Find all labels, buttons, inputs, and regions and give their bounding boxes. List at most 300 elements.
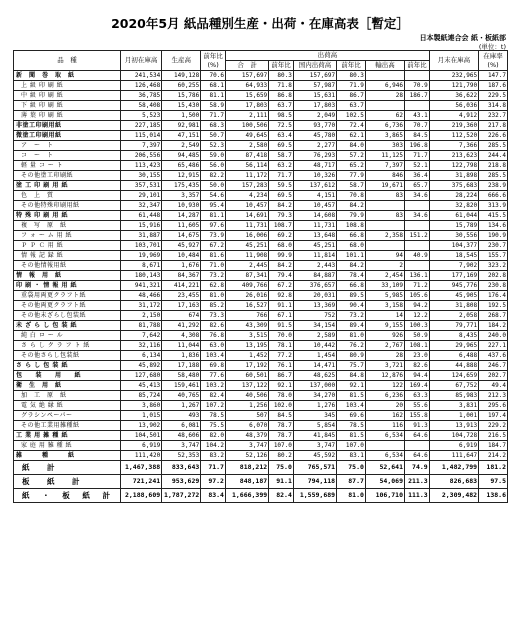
cell-value: 10,484 xyxy=(162,251,201,261)
cell-value: 14,691 xyxy=(225,211,268,221)
cell-value: 213,623 xyxy=(429,151,478,161)
cell-value: 414,221 xyxy=(162,281,201,291)
cell-value: 190.9 xyxy=(479,231,508,241)
cell-value: 240.0 xyxy=(479,331,508,341)
table-row xyxy=(14,121,508,131)
cell-value: 5,854 xyxy=(293,421,336,431)
cell-value: 238.9 xyxy=(479,181,508,191)
cell-value: 78.7 xyxy=(269,431,294,441)
cell-value: 186.7 xyxy=(405,91,430,101)
cell-value: 60,501 xyxy=(225,371,268,381)
cell-value: 72.5 xyxy=(269,121,294,131)
cell-value: 721,241 xyxy=(121,475,162,489)
cell-value: 48,625 xyxy=(293,371,336,381)
cell-value: 58,408 xyxy=(121,101,162,111)
cell-value: 122 xyxy=(365,381,404,391)
cell-value xyxy=(405,71,430,81)
cell-value: 30,556 xyxy=(429,231,478,241)
cell-value: 15,789 xyxy=(429,221,478,231)
cell-value: 2,589 xyxy=(293,331,336,341)
cell-value: 11,731 xyxy=(293,221,336,231)
cell-value: 54.6 xyxy=(201,191,226,201)
cell-value: 752 xyxy=(293,311,336,321)
cell-value: 41,292 xyxy=(162,321,201,331)
cell-value: 86.7 xyxy=(269,371,294,381)
cell-value: 29,101 xyxy=(121,191,162,201)
cell-value: 103.4 xyxy=(337,401,366,411)
table-row xyxy=(14,451,508,461)
table-row xyxy=(14,211,508,221)
cell-value: 107.0 xyxy=(269,441,294,451)
cell-value: 2,767 xyxy=(365,341,404,351)
cell-value: 1,267 xyxy=(162,401,201,411)
cell-value: 47,151 xyxy=(162,131,201,141)
cell-value: 246.7 xyxy=(479,361,508,371)
cell-value: 926 xyxy=(365,331,404,341)
cell-value: 70.6 xyxy=(201,71,226,81)
cell-value: 92.1 xyxy=(337,381,366,391)
cell-value: 184.2 xyxy=(479,321,508,331)
cell-value: 34,270 xyxy=(293,391,336,401)
cell-value xyxy=(405,261,430,271)
table-row xyxy=(14,271,508,281)
header-shipments: 出荷高 xyxy=(225,51,429,61)
cell-value: 2,049 xyxy=(293,111,336,121)
cell-value: 4,912 xyxy=(429,111,478,121)
cell-value: 102.5 xyxy=(337,111,366,121)
cell-value: 15,916 xyxy=(121,221,162,231)
cell-value: 244.4 xyxy=(479,151,508,161)
cell-value: 941,321 xyxy=(121,281,162,291)
row-label: 純 白 ロ ー ル xyxy=(14,331,121,341)
row-label: 非塗工印刷用紙 xyxy=(14,121,121,131)
cell-value: 61,448 xyxy=(121,211,162,221)
cell-value: 14,287 xyxy=(162,211,201,221)
cell-value xyxy=(365,441,404,451)
cell-value: 159,461 xyxy=(162,381,201,391)
cell-value: 196.8 xyxy=(405,141,430,151)
cell-value: 50.0 xyxy=(201,181,226,191)
cell-value: 104,728 xyxy=(429,431,478,441)
cell-value: 84,367 xyxy=(162,271,201,281)
cell-value xyxy=(365,101,404,111)
unit-note: (単位：t) xyxy=(478,43,506,51)
row-label: 中 級 印 刷 紙 xyxy=(14,91,121,101)
cell-value: 17,188 xyxy=(162,361,201,371)
row-label: さ ら し ク ラ フ ト 紙 xyxy=(14,341,121,351)
cell-value: 17,192 xyxy=(225,361,268,371)
cell-value: 124,659 xyxy=(429,371,478,381)
cell-value: 6,919 xyxy=(121,441,162,451)
row-label: 重袋用両更クラフト紙 xyxy=(14,291,121,301)
row-label: 板 紙 計 xyxy=(14,475,121,489)
cell-value: 214.2 xyxy=(479,451,508,461)
cell-value: 115,014 xyxy=(121,131,162,141)
cell-value: 137,122 xyxy=(225,381,268,391)
cell-value: 82.6 xyxy=(405,361,430,371)
table-row xyxy=(14,111,508,121)
cell-value: 6,946 xyxy=(365,81,404,91)
cell-value: 6,534 xyxy=(365,451,404,461)
cell-value: 84.5 xyxy=(269,411,294,421)
cell-value: 68.0 xyxy=(269,241,294,251)
cell-value: 80.3 xyxy=(337,71,366,81)
cell-value: 6,070 xyxy=(225,421,268,431)
cell-value: 71.7 xyxy=(405,151,430,161)
row-label: 加 工 原 紙 xyxy=(14,391,121,401)
cell-value: 75.0 xyxy=(269,461,294,475)
table-row xyxy=(14,261,508,271)
cell-value: 229.2 xyxy=(479,421,508,431)
table-row xyxy=(14,341,508,351)
cell-value: 80.2 xyxy=(269,451,294,461)
cell-value: 3,357 xyxy=(162,191,201,201)
table-row xyxy=(14,71,508,81)
cell-value: 73.9 xyxy=(201,231,226,241)
cell-value: 92.1 xyxy=(269,381,294,391)
cell-value xyxy=(365,71,404,81)
cell-value: 81.0 xyxy=(337,331,366,341)
cell-value: 48,466 xyxy=(121,291,162,301)
cell-value: 323.2 xyxy=(479,261,508,271)
cell-value: 89.5 xyxy=(337,291,366,301)
cell-value: 229.5 xyxy=(479,91,508,101)
total-row xyxy=(14,489,508,503)
cell-value: 10,326 xyxy=(293,171,336,181)
cell-value: 674 xyxy=(162,311,201,321)
cell-value: 10,442 xyxy=(293,341,336,351)
cell-value: 157,283 xyxy=(225,181,268,191)
cell-value: 74.9 xyxy=(405,461,430,475)
header-export: 輸出高 xyxy=(365,61,404,71)
cell-value: 104,501 xyxy=(121,431,162,441)
table-row xyxy=(14,161,508,171)
cell-value: 10,457 xyxy=(293,201,336,211)
cell-value: 127,680 xyxy=(121,371,162,381)
cell-value: 98.5 xyxy=(269,111,294,121)
row-label: 下 級 印 刷 紙 xyxy=(14,101,121,111)
cell-value: 80.3 xyxy=(269,71,294,81)
cell-value: 345 xyxy=(293,411,336,421)
row-label: その他特殊印刷用紙 xyxy=(14,201,121,211)
table-row xyxy=(14,101,508,111)
organization-name: 日本製紙連合会 紙・板紙部 xyxy=(419,34,506,42)
table-row xyxy=(14,441,508,451)
cell-value: 113,423 xyxy=(121,161,162,171)
table-row xyxy=(14,251,508,261)
cell-value: 81.1 xyxy=(201,91,226,101)
cell-value: 48,717 xyxy=(293,161,336,171)
cell-value: 2 xyxy=(365,261,404,271)
cell-value: 157,697 xyxy=(225,71,268,81)
cell-value: 36.4 xyxy=(405,171,430,181)
cell-value: 666.6 xyxy=(479,191,508,201)
cell-value: 78.0 xyxy=(269,391,294,401)
row-label: 複 写 原 紙 xyxy=(14,221,121,231)
cell-value: 107.2 xyxy=(201,401,226,411)
cell-value: 175,435 xyxy=(162,181,201,191)
cell-value: 241,534 xyxy=(121,71,162,81)
cell-value: 30,155 xyxy=(121,171,162,181)
cell-value: 1,256 xyxy=(225,401,268,411)
cell-value: 83.2 xyxy=(201,451,226,461)
cell-value: 121,790 xyxy=(429,81,478,91)
row-label: その他情報用紙 xyxy=(14,261,121,271)
header-stock-ratio: 在庫率 (%) xyxy=(479,51,508,71)
header-month-end-stock: 月末在庫高 xyxy=(429,51,478,71)
table-row xyxy=(14,151,508,161)
cell-value: 94.2 xyxy=(405,301,430,311)
cell-value: 81.5 xyxy=(337,431,366,441)
cell-value: 63.7 xyxy=(337,101,366,111)
cell-value: 202.8 xyxy=(479,271,508,281)
cell-value: 2,445 xyxy=(225,261,268,271)
cell-value: 76.1 xyxy=(269,361,294,371)
cell-value: 67.2 xyxy=(269,281,294,291)
cell-value: 1,452 xyxy=(225,351,268,361)
cell-value: 6,534 xyxy=(365,431,404,441)
cell-value: 2,111 xyxy=(225,111,268,121)
cell-value: 11,125 xyxy=(365,151,404,161)
cell-value: 71.0 xyxy=(201,261,226,271)
row-label: 微塗工印刷用紙 xyxy=(14,131,121,141)
cell-value: 45,780 xyxy=(293,131,336,141)
cell-value: 184.7 xyxy=(479,441,508,451)
cell-value: 100.3 xyxy=(405,321,430,331)
cell-value: 8,671 xyxy=(121,261,162,271)
cell-value: 63.7 xyxy=(269,101,294,111)
cell-value: 86.8 xyxy=(269,91,294,101)
cell-value: 50.7 xyxy=(201,131,226,141)
cell-value: 83 xyxy=(365,211,404,221)
cell-value: 102.0 xyxy=(269,401,294,411)
cell-value: 95.4 xyxy=(201,201,226,211)
cell-value: 92,981 xyxy=(162,121,201,131)
cell-value: 31,898 xyxy=(429,171,478,181)
cell-value: 73.2 xyxy=(337,311,366,321)
cell-value: 111,647 xyxy=(429,451,478,461)
cell-value: 219,360 xyxy=(429,121,478,131)
cell-value: 28,224 xyxy=(429,191,478,201)
cell-value: 5,985 xyxy=(365,291,404,301)
cell-value: 1,787,272 xyxy=(162,489,201,503)
cell-value: 2,309,482 xyxy=(429,489,478,503)
cell-value: 26,016 xyxy=(225,291,268,301)
cell-value: 75.0 xyxy=(337,461,366,475)
cell-value: 77.2 xyxy=(269,351,294,361)
cell-value: 84.2 xyxy=(269,201,294,211)
cell-value: 104.2 xyxy=(201,441,226,451)
table-row xyxy=(14,191,508,201)
cell-value: 91.5 xyxy=(269,321,294,331)
header-month-start-stock: 月初在庫高 xyxy=(121,51,162,71)
table-row xyxy=(14,201,508,211)
row-label: 色 上 質 xyxy=(14,191,121,201)
total-row xyxy=(14,461,508,475)
cell-value: 1,666,399 xyxy=(225,489,268,503)
cell-value: 3,860 xyxy=(121,401,162,411)
row-label: 軽 量 コ ー ト xyxy=(14,161,121,171)
cell-value: 136.1 xyxy=(405,271,430,281)
row-label: さ ら し 包 装 紙 xyxy=(14,361,121,371)
cell-value: 58.9 xyxy=(201,101,226,111)
cell-value: 79.9 xyxy=(337,211,366,221)
cell-value: 103.2 xyxy=(201,381,226,391)
cell-value: 1,500 xyxy=(162,111,201,121)
cell-value: 40.9 xyxy=(405,251,430,261)
cell-value: 86.7 xyxy=(337,91,366,101)
cell-value: 13,369 xyxy=(293,301,336,311)
row-label: 新 聞 巻 取 紙 xyxy=(14,71,121,81)
cell-value: 31,887 xyxy=(121,231,162,241)
cell-value: 7,902 xyxy=(429,261,478,271)
cell-value: 2,058 xyxy=(429,311,478,321)
cell-value: 232,965 xyxy=(429,71,478,81)
cell-value xyxy=(405,101,430,111)
cell-value: 826,683 xyxy=(429,475,478,489)
cell-value: 32,347 xyxy=(121,201,162,211)
row-label: 上 級 印 刷 紙 xyxy=(14,81,121,91)
cell-value: 68.0 xyxy=(337,241,366,251)
row-label: フ ォ ー ム 用 紙 xyxy=(14,231,121,241)
cell-value: 112,520 xyxy=(429,131,478,141)
cell-value: 507 xyxy=(225,411,268,421)
cell-value: 36,785 xyxy=(121,91,162,101)
cell-value: 3,865 xyxy=(365,131,404,141)
cell-value: 13,195 xyxy=(225,341,268,351)
cell-value: 177,169 xyxy=(429,271,478,281)
cell-value: 84,887 xyxy=(293,271,336,281)
cell-value: 69.5 xyxy=(269,191,294,201)
cell-value: 58,480 xyxy=(162,371,201,381)
cell-value: 71.8 xyxy=(269,81,294,91)
cell-value: 106,710 xyxy=(365,489,404,503)
cell-value: 49.4 xyxy=(479,381,508,391)
header-item: 品 種 xyxy=(14,51,121,71)
cell-value: 69.6 xyxy=(337,411,366,421)
cell-value: 87.7 xyxy=(337,475,366,489)
cell-value: 92.8 xyxy=(269,291,294,301)
cell-value: 162 xyxy=(365,411,404,421)
cell-value: 10,930 xyxy=(162,201,201,211)
cell-value: 33,109 xyxy=(365,281,404,291)
cell-value: 32,820 xyxy=(429,201,478,211)
cell-value: 81.1 xyxy=(201,211,226,221)
row-label: 紙 ・ 板 紙 計 xyxy=(14,489,121,503)
cell-value: 52,641 xyxy=(365,461,404,475)
row-label: ア ー ト xyxy=(14,141,121,151)
cell-value: 50.9 xyxy=(405,331,430,341)
table-row xyxy=(14,431,508,441)
cell-value: 97.2 xyxy=(201,475,226,489)
cell-value: 49,645 xyxy=(225,131,268,141)
cell-value xyxy=(405,221,430,231)
cell-value: 11,814 xyxy=(293,251,336,261)
cell-value: 28 xyxy=(365,91,404,101)
cell-value: 13,648 xyxy=(293,231,336,241)
cell-value: 79.3 xyxy=(269,211,294,221)
cell-value: 87,341 xyxy=(225,271,268,281)
cell-value: 8,435 xyxy=(429,331,478,341)
cell-value: 84.0 xyxy=(337,141,366,151)
cell-value xyxy=(365,241,404,251)
cell-value: 157,697 xyxy=(293,71,336,81)
table-row xyxy=(14,241,508,251)
cell-value: 16,527 xyxy=(225,301,268,311)
cell-value: 108.1 xyxy=(405,341,430,351)
cell-value: 848,187 xyxy=(225,475,268,489)
cell-value: 54,069 xyxy=(365,475,404,489)
cell-value: 1,015 xyxy=(121,411,162,421)
cell-value: 14 xyxy=(365,311,404,321)
row-label: 電 気 絶 縁 紙 xyxy=(14,401,121,411)
row-label: その他未ざらし包装紙 xyxy=(14,311,121,321)
cell-value: 94.4 xyxy=(405,371,430,381)
cell-value: 12,876 xyxy=(365,371,404,381)
cell-value: 61,044 xyxy=(429,211,478,221)
cell-value: 12.2 xyxy=(405,311,430,321)
cell-value: 80.9 xyxy=(337,351,366,361)
cell-value: 91.1 xyxy=(269,301,294,311)
cell-value: 87,418 xyxy=(225,151,268,161)
cell-value: 226.6 xyxy=(479,131,508,141)
cell-value: 3,158 xyxy=(365,301,404,311)
cell-value: 41,845 xyxy=(293,431,336,441)
cell-value: 45,251 xyxy=(293,241,336,251)
cell-value: 2,188,609 xyxy=(121,489,162,503)
cell-value: 137,000 xyxy=(293,381,336,391)
cell-value: 1,454 xyxy=(293,351,336,361)
cell-value: 303 xyxy=(365,141,404,151)
cell-value: 3,747 xyxy=(162,441,201,451)
cell-value: 40,506 xyxy=(225,391,268,401)
cell-value: 76.8 xyxy=(201,331,226,341)
cell-value: 6,488 xyxy=(429,351,478,361)
cell-value: 3,831 xyxy=(429,401,478,411)
cell-value: 3,747 xyxy=(225,441,268,451)
cell-value: 34.6 xyxy=(405,191,430,201)
table-header xyxy=(14,51,508,71)
cell-value: 6,919 xyxy=(429,441,478,451)
table-body xyxy=(14,71,508,503)
cell-value: 71.7 xyxy=(269,171,294,181)
cell-value: 2,454 xyxy=(365,271,404,281)
cell-value: 953,629 xyxy=(162,475,201,489)
cell-value: 11,605 xyxy=(162,221,201,231)
cell-value: 6,134 xyxy=(121,351,162,361)
table-row xyxy=(14,91,508,101)
row-label: 塗 工 印 刷 用 紙 xyxy=(14,181,121,191)
cell-value: 94,485 xyxy=(162,151,201,161)
cell-value: 437.6 xyxy=(479,351,508,361)
cell-value: 48,606 xyxy=(162,431,201,441)
cell-value: 415.5 xyxy=(479,211,508,221)
cell-value: 181.2 xyxy=(479,461,508,475)
cell-value: 31,808 xyxy=(429,301,478,311)
cell-value: 409,766 xyxy=(225,281,268,291)
cell-value: 230.8 xyxy=(479,281,508,291)
cell-value: 212.3 xyxy=(479,391,508,401)
table-row xyxy=(14,231,508,241)
header-domestic-yoy: 前年比 xyxy=(337,61,366,71)
row-label: コ ー ト xyxy=(14,151,121,161)
cell-value: 79.4 xyxy=(269,271,294,281)
cell-value: 43.1 xyxy=(405,111,430,121)
cell-value: 59.0 xyxy=(201,151,226,161)
cell-value: 5,523 xyxy=(121,111,162,121)
cell-value: 187.6 xyxy=(479,81,508,91)
cell-value: 23.0 xyxy=(405,351,430,361)
